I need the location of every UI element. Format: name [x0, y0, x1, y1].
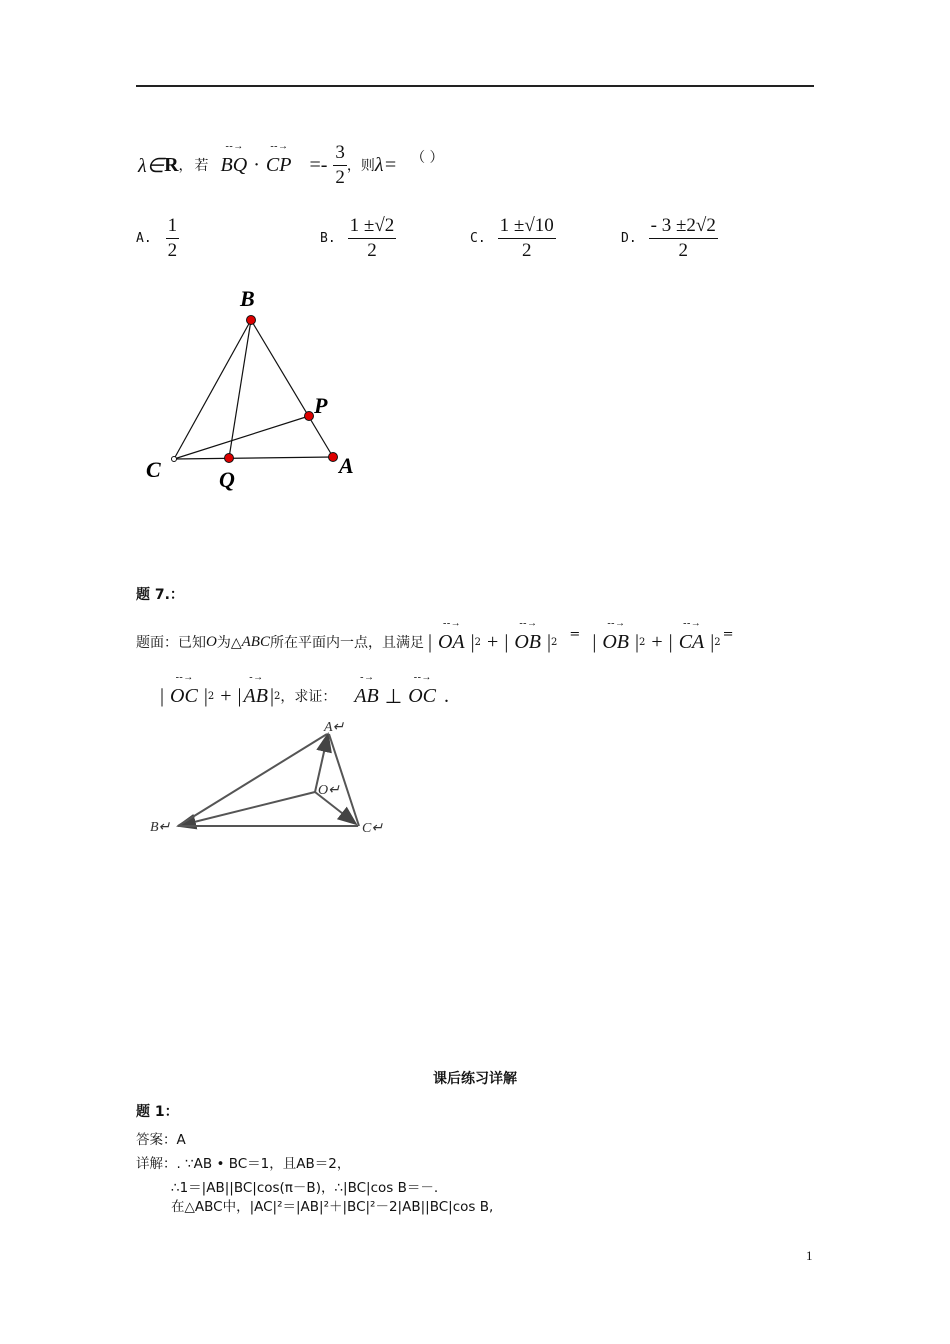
- point-a: [329, 453, 338, 462]
- point-o-text: O: [206, 633, 217, 650]
- lambda-in: λ∈: [138, 154, 165, 177]
- vector-CA: - - → CA: [678, 617, 705, 653]
- plus: +: [220, 684, 232, 707]
- label-c: C↵: [362, 821, 384, 836]
- option-b: [320, 214, 396, 263]
- label-c: C: [146, 457, 161, 482]
- edge-ac: [329, 734, 359, 826]
- detail-line-1: 详解：. ∵AB • BC＝1，且AB＝2，: [136, 1156, 351, 1172]
- point-p: [305, 412, 314, 421]
- real-set: R: [164, 153, 179, 176]
- q7-statement-line2: | - - → OC | 2 + | - → AB | 2 ，求证： - → AB ⊥ - - → OC .: [160, 671, 449, 708]
- intro-text: 题面：已知: [136, 635, 206, 651]
- option-label: C.: [470, 231, 486, 246]
- detail-line-3: 在△ABC中，|AC|²＝|AB|²＋|BC|²－2|AB||BC|cos B,: [171, 1199, 494, 1215]
- label-b: B↵: [150, 820, 171, 835]
- vector-BQ: - - → BQ: [220, 140, 248, 176]
- edge-ba: [178, 734, 327, 826]
- point-q: [225, 454, 234, 463]
- detail-line-2: ∴1＝|AB||BC|cos(π－B)，∴|BC|cos B＝－.: [171, 1180, 439, 1196]
- option-label: B.: [320, 231, 336, 246]
- lambda-eq: λ=: [374, 153, 398, 176]
- q7-statement-line1: 题面：已知 O 为△ ABC 所在平面内一点，且满足 | - - → OA | 2 + | - - → OB | 2 = | - - → OB | 2 + | - - → CA | 2 =: [136, 617, 734, 653]
- intro-text-3: 所在平面内一点，且满足: [269, 635, 424, 651]
- answer-line: 答案：A: [136, 1132, 186, 1148]
- fraction-3-2: $\frac{3}{2}$: [335, 141, 345, 188]
- dot-operator: ·: [253, 153, 260, 176]
- answer-paren: （ ）: [411, 150, 444, 166]
- label-o: O↵: [318, 783, 340, 798]
- comma: ，: [178, 158, 193, 174]
- period: .: [443, 684, 449, 707]
- option-a: [136, 214, 179, 263]
- vector-AB-conclusion: - → AB: [354, 671, 379, 707]
- vector-OC-conclusion: - - → OC: [408, 671, 436, 707]
- label-q: Q: [219, 467, 235, 492]
- vector-OC: - - → OC: [170, 671, 198, 707]
- label-a: A↵: [324, 720, 345, 735]
- edge-ba: [251, 320, 333, 457]
- header-rule: [136, 85, 814, 87]
- option-value: $\frac{1}{2}$: [167, 215, 178, 261]
- page-number: 1: [806, 1248, 813, 1263]
- option-value: $\frac{- 3 \pm 2√2}{2}$: [650, 215, 716, 261]
- option-label: A.: [136, 231, 152, 246]
- vector-ob-line: [178, 792, 315, 826]
- plus: +: [651, 630, 663, 653]
- edge-ca: [174, 457, 333, 459]
- equals: =: [569, 626, 581, 642]
- point-c: [172, 457, 177, 462]
- vector-OB: - - → OB: [514, 617, 542, 653]
- option-label: D.: [621, 231, 637, 246]
- plus: +: [487, 630, 499, 653]
- equals: =: [722, 626, 734, 642]
- label-b: B: [240, 286, 255, 311]
- point-b: [247, 316, 256, 325]
- triangle-abc-text: ABC: [241, 633, 270, 650]
- option-c: [470, 214, 556, 263]
- option-d: [621, 214, 718, 263]
- label-a: A: [339, 453, 354, 478]
- answers-heading: 课后练习详解: [433, 1071, 517, 1087]
- triangle-abc-o-figure: [140, 712, 400, 842]
- perpendicular-symbol: ⊥: [384, 685, 403, 708]
- label-p: P: [314, 393, 328, 418]
- vector-OB-2: - - → OB: [602, 617, 629, 653]
- q7-title: 题 7.：: [136, 587, 184, 603]
- option-value: $\frac{1 \pm√10}{2}$: [499, 215, 554, 261]
- intro-text-2: 为△: [216, 635, 242, 651]
- q1-title: 题 1：: [136, 1104, 179, 1120]
- q6-condition-line: [138, 138, 444, 192]
- if-word: 若: [194, 158, 209, 174]
- vector-CP: - - → CP: [265, 140, 292, 176]
- vector-OA: - - → OA: [437, 617, 465, 653]
- triangle-bpqca-figure: [130, 280, 390, 500]
- prove-text: ，求证：: [280, 689, 337, 705]
- vector-AB: - → AB: [243, 671, 268, 707]
- equals-negative: =-: [309, 153, 328, 176]
- option-value: $\frac{1 \pm√2}{2}$: [349, 215, 395, 261]
- then-word: ，则: [346, 158, 375, 174]
